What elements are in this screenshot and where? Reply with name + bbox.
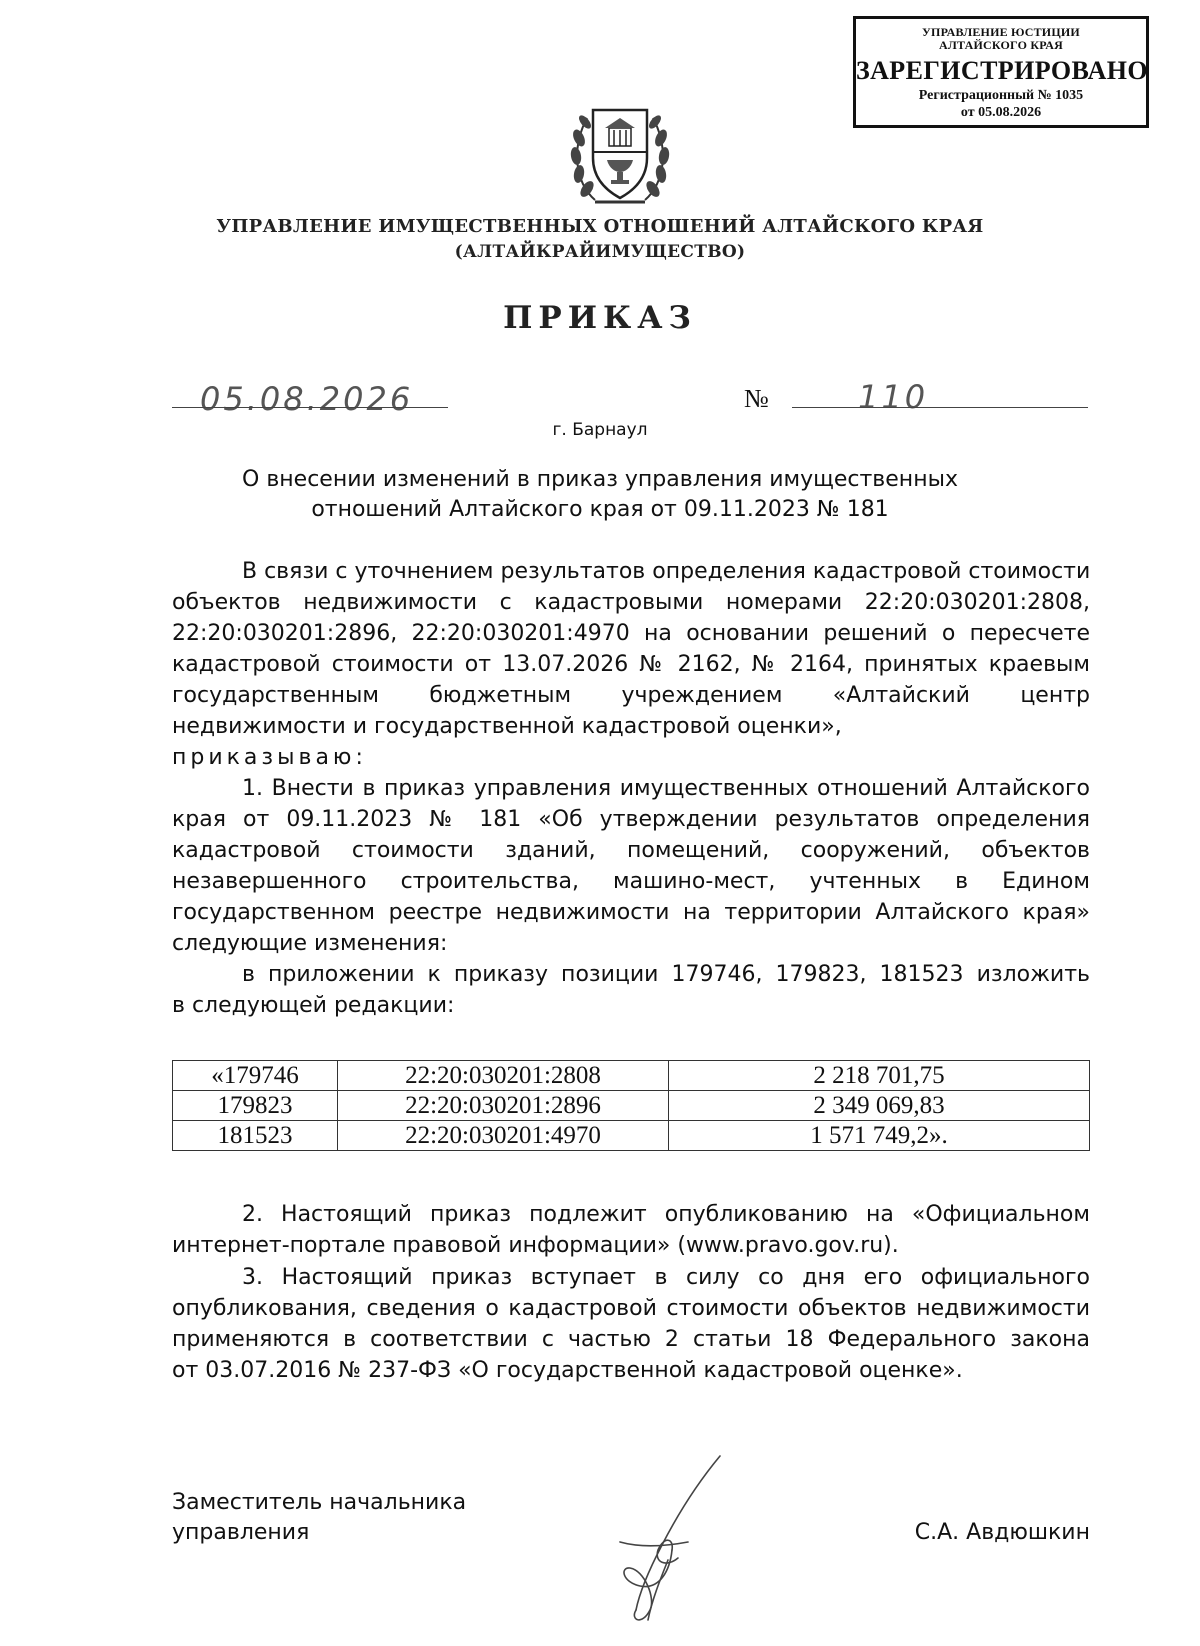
altai-krai-coat-of-arms-icon <box>565 88 675 214</box>
text-line: В связи с уточнением результатов определения кадастровой стоимости <box>242 559 1090 584</box>
signer-position-line-1: Заместитель начальника <box>172 1490 467 1515</box>
text-line: 2. Настоящий приказ подлежит опубликованию на «Официальном <box>242 1202 1090 1227</box>
table-row <box>173 1121 1090 1151</box>
text-line: применяются в соответствии с частью 2 статьи 18 Федерального закона <box>172 1327 1090 1352</box>
text-line: кадастровой стоимости от 13.07.2026 № 2162, № 2164, принятых краевым <box>172 652 1090 677</box>
text-line: государственным бюджетным учреждением «Алтайский центр <box>172 683 1090 708</box>
table-cell-value: 1 571 749,2». <box>669 1121 1090 1151</box>
text-line: недвижимости и государственной кадастровой оценки», <box>172 714 842 739</box>
table-cell-cadastral-number: 22:20:030201:4970 <box>338 1121 669 1151</box>
table-cell-cadastral-number: 22:20:030201:2896 <box>338 1091 669 1121</box>
signer-name: С.А. Авдюшкин <box>914 1520 1090 1545</box>
document-type-title: ПРИКАЗ <box>503 300 697 336</box>
text-line: 3. Настоящий приказ вступает в силу со дня его официального <box>242 1265 1090 1290</box>
stamp-authority-line1: УПРАВЛЕНИЕ ЮСТИЦИИ <box>922 25 1080 39</box>
number-underline <box>792 407 1088 408</box>
text-line: следующие изменения: <box>172 931 448 956</box>
table-cell-position: 179823 <box>173 1091 338 1121</box>
cadastral-values-table <box>172 1060 1090 1151</box>
table-cell-cadastral-number: 22:20:030201:2808 <box>338 1061 669 1091</box>
text-line: 22:20:030201:2896, 22:20:030201:4970 на основании решений о пересчете <box>172 621 1090 646</box>
table-cell-position: 181523 <box>173 1121 338 1151</box>
org-short-name: (АЛТАЙКРАЙИМУЩЕСТВО) <box>454 242 746 262</box>
org-name: УПРАВЛЕНИЕ ИМУЩЕСТВЕННЫХ ОТНОШЕНИЙ АЛТАЙСКОГО КРАЯ <box>216 216 984 237</box>
text-line: кадастровой стоимости зданий, помещений, сооружений, объектов <box>172 838 1090 863</box>
table-row <box>173 1061 1090 1091</box>
table-row <box>173 1091 1090 1121</box>
city: г. Барнаул <box>552 420 648 440</box>
order-number: 110 <box>858 378 929 416</box>
subject-line-2: отношений Алтайского края от 09.11.2023 № 181 <box>311 497 889 522</box>
order-word: приказываю: <box>172 745 367 770</box>
table-cell-position: «179746 <box>173 1061 338 1091</box>
table-cell-value: 2 349 069,83 <box>669 1091 1090 1121</box>
text-line: 1. Внести в приказ управления имущественных отношений Алтайского <box>242 776 1090 801</box>
text-line: государственном реестре недвижимости на территории Алтайского края» <box>172 900 1090 925</box>
table-cell-value: 2 218 701,75 <box>669 1061 1090 1091</box>
order-date: 05.08.2026 <box>200 380 414 418</box>
handwritten-signature-icon <box>600 1450 740 1630</box>
registration-stamp <box>853 16 1149 128</box>
text-line: края от 09.11.2023 № 181 «Об утверждении результатов определения <box>172 807 1090 832</box>
text-line: от 03.07.2016 № 237-ФЗ «О государственной кадастровой оценке». <box>172 1358 963 1383</box>
date-underline <box>172 407 448 408</box>
text-line: интернет-портале правовой информации» (www.pravo.gov.ru). <box>172 1233 899 1258</box>
stamp-status: ЗАРЕГИСТРИРОВАНО <box>856 56 1148 85</box>
stamp-authority-line2: АЛТАЙСКОГО КРАЯ <box>939 38 1063 52</box>
signer-position-line-2: управления <box>172 1520 310 1545</box>
number-sign: № <box>744 384 769 413</box>
subject-line-1: О внесении изменений в приказ управления имущественных <box>242 467 958 492</box>
stamp-reg-date: от 05.08.2026 <box>960 105 1042 120</box>
text-line: опубликования, сведения о кадастровой стоимости объектов недвижимости <box>172 1296 1090 1321</box>
text-line: в приложении к приказу позиции 179746, 179823, 181523 изложить <box>242 962 1090 987</box>
text-line: в следующей редакции: <box>172 993 455 1018</box>
text-line: объектов недвижимости с кадастровыми номерами 22:20:030201:2808, <box>172 590 1090 615</box>
text-line: незавершенного строительства, машино-мест, учтенных в Едином <box>172 869 1090 894</box>
stamp-reg-number: Регистрационный № 1035 <box>918 88 1084 103</box>
